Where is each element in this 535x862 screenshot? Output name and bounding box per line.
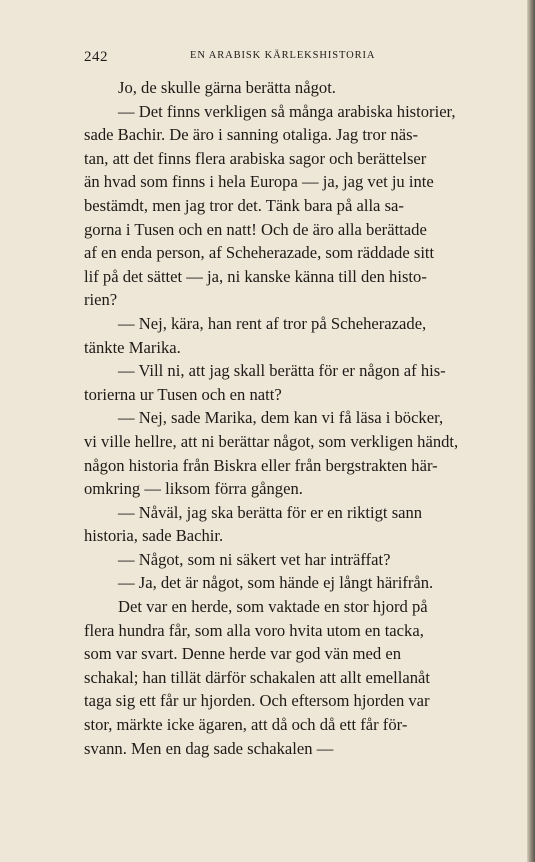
text-line: — Nej, sade Marika, dem kan vi få läsa i böcker,	[118, 408, 444, 428]
text-line: — Ja, det är något, som hände ej långt härifrån.	[118, 573, 434, 593]
text-line: taga sig ett får ur hjorden. Och eftersom hjorden var	[84, 691, 430, 711]
text-line: — Det finns verkligen så många arabiska historier,	[118, 101, 456, 121]
body-text	[84, 76, 516, 760]
text-line: omkring — liksom förra gången.	[84, 479, 303, 499]
page-edge	[527, 0, 535, 862]
text-line: Jo, de skulle gärna berätta något.	[118, 78, 336, 97]
text-line: vi ville hellre, att ni berättar något, som verkligen händt,	[84, 431, 459, 451]
text-line: än hvad som finns i hela Europa — ja, jag vet ju inte	[84, 172, 434, 192]
text-line: af en enda person, af Scheherazade, som räddade sitt	[84, 243, 435, 263]
text-line: sade Bachir. De äro i sanning otaliga. Jag tror näs-	[84, 125, 419, 145]
text-line: — Vill ni, att jag skall berätta för er någon af his-	[118, 361, 446, 381]
text-line: lif på det sättet — ja, ni kanske känna till den histo-	[84, 266, 427, 286]
text-line: bestämdt, men jag tror det. Tänk bara på alla sa-	[84, 195, 404, 215]
text-line: stor, märkte icke ägaren, att då och då ett får för-	[84, 715, 408, 735]
page-header	[84, 48, 430, 68]
text-line: historia, sade Bachir.	[84, 526, 224, 546]
text-line: som var svart. Denne herde var god vän med en	[84, 644, 402, 664]
text-line: flera hundra får, som alla voro hvita utom en tacka,	[84, 620, 424, 640]
text-line: — Något, som ni säkert vet har inträffat?	[118, 549, 391, 569]
text-line: svann. Men en dag sade schakalen —	[84, 738, 334, 758]
text-line: tan, att det finns flera arabiska sagor och berättelser	[84, 148, 427, 168]
page-number: 242	[84, 49, 108, 65]
text-line: torierna ur Tusen och en natt?	[84, 384, 282, 404]
text-line: någon historia från Biskra eller från bergstrakten här-	[84, 455, 438, 475]
text-line: Det var en herde, som vaktade en stor hjord på	[118, 597, 428, 617]
text-line: rien?	[84, 290, 118, 310]
text-line: — Nej, kära, han rent af tror på Scheherazade,	[118, 313, 427, 333]
text-line: schakal; han tillät därför schakalen att allt emellanåt	[84, 667, 431, 687]
text-line: tänkte Marika.	[84, 337, 181, 357]
running-title: EN ARABISK KÄRLEKSHISTORIA	[190, 50, 376, 61]
text-line: — Nåväl, jag ska berätta för er en riktigt sann	[118, 502, 423, 522]
text-line: gorna i Tusen och en natt! Och de äro alla berättade	[84, 219, 427, 239]
